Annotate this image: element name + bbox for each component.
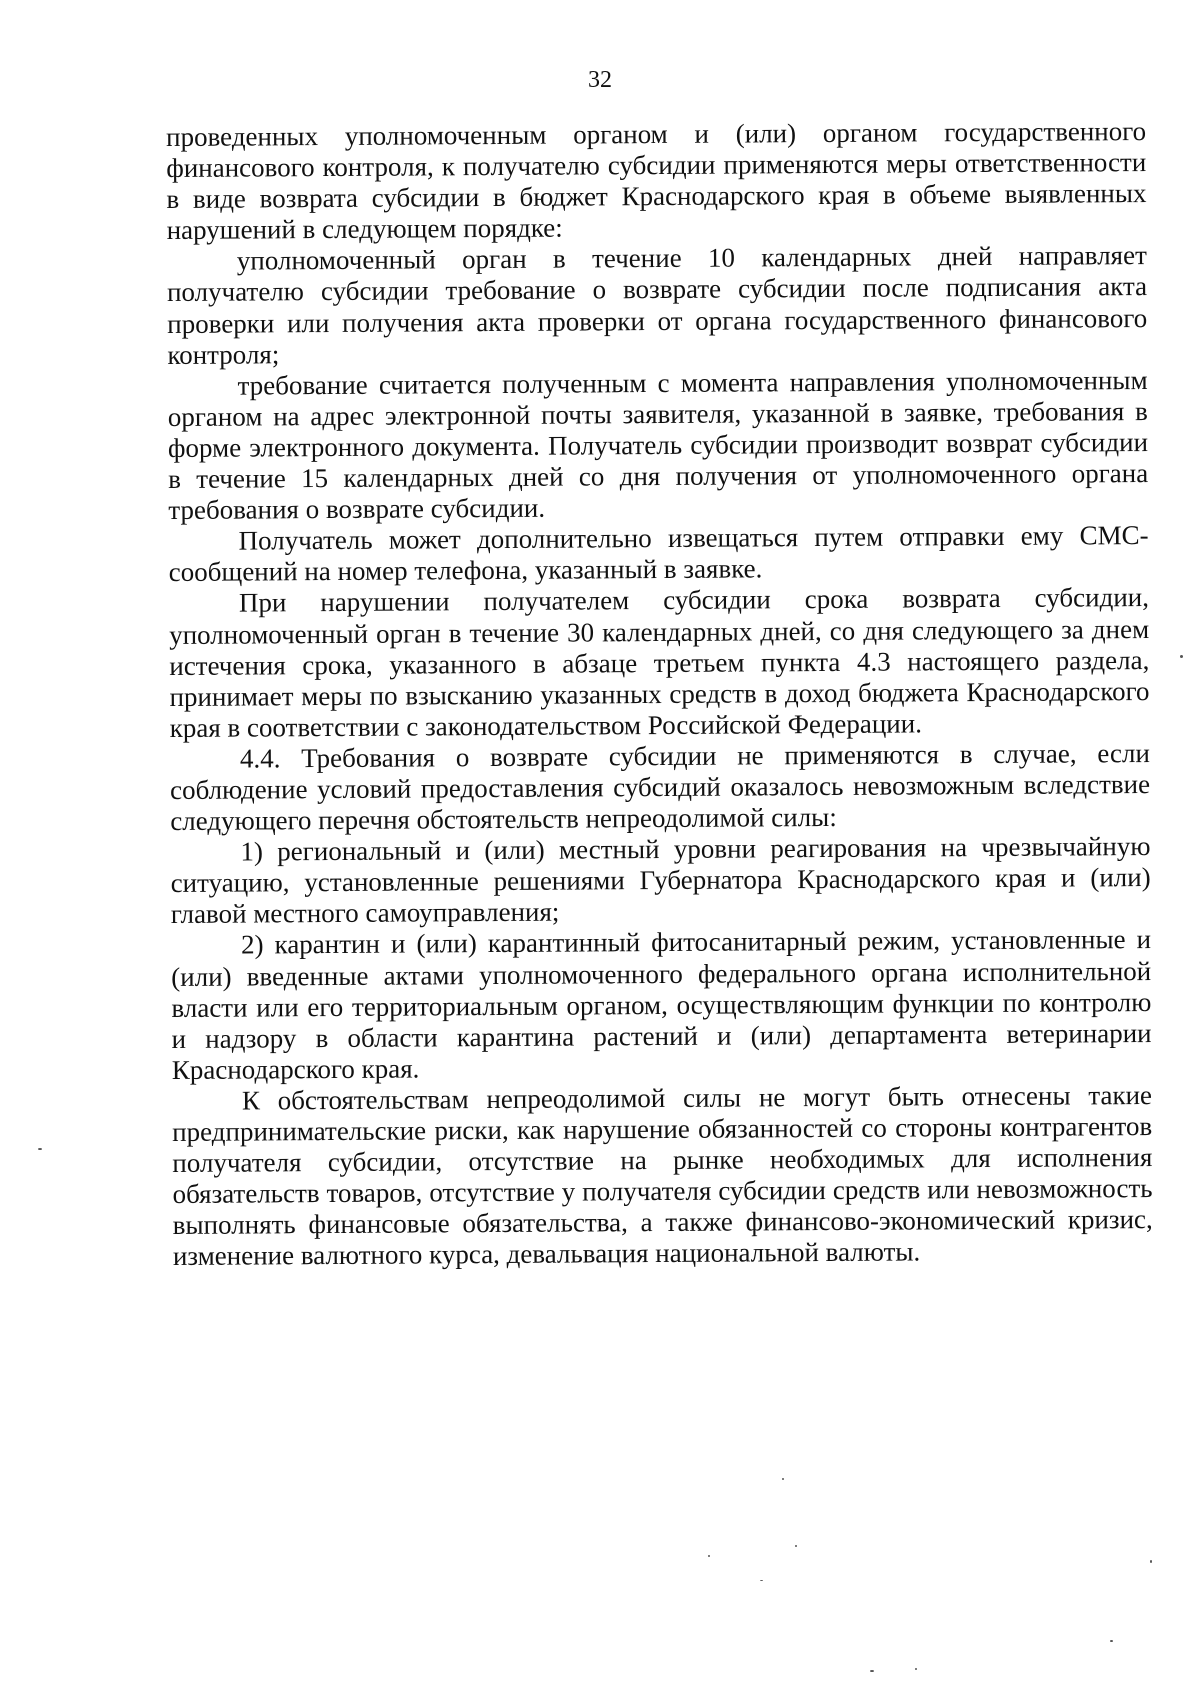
scan-speck	[915, 1668, 917, 1670]
scan-speck	[795, 1545, 797, 1547]
paragraph: При нарушении получателем субсидии срока возврата субсидии, уполномоченный орган в течение 30 календарных дней, со дня следующего за днем истечения срока, указанного в абзаце третьем пункта 4.3 настоящего раздела, принимает меры по взысканию указанных средств в доход бюджета Краснодарского края в соответствии с законодательством Российской Федерации.	[169, 582, 1150, 743]
document-body	[166, 116, 1153, 1272]
scan-speck	[1150, 1560, 1152, 1563]
paragraph: 1) региональный и (или) местный уровни реагирования на чрезвычайную ситуацию, установленные решениями Губернатора Краснодарского края и (или) главой местного самоуправления;	[170, 831, 1151, 930]
scan-speck	[1110, 1640, 1113, 1642]
scan-speck	[870, 1670, 874, 1672]
scan-speck	[708, 1555, 710, 1557]
paragraph: уполномоченный орган в течение 10 календарных дней направляет получателю субсидии требование о возврате субсидии после подписания акта проверки или получения акта проверки от органа государственного финансового контроля;	[166, 240, 1148, 370]
scan-speck	[38, 1148, 42, 1150]
paragraph: Получатель может дополнительно извещаться путем отправки ему СМС-сообщений на номер телефона, указанный в заявке.	[168, 520, 1149, 588]
scan-speck	[782, 1478, 784, 1480]
paragraph: 2) карантин и (или) карантинный фитосанитарный режим, установленные и (или) введенные актами уполномоченного федерального органа исполнительной власти или его территориальным органом, осуществляющим функции по контролю и надзору в области карантина растений и (или) департамента ветеринарии Краснодарского края.	[171, 924, 1152, 1085]
paragraph: проведенных уполномоченным органом и (или) органом государственного финансового контроля, к получателю субсидии применяются меры ответственности в виде возврата субсидии в бюджет Краснодарского края в объеме выявленных нарушений в следующем порядке:	[166, 116, 1147, 246]
paragraph: требование считается полученным с момента направления уполномоченным органом на адрес электронной почты заявителя, указанной в заявке, требования в форме электронного документа. Получатель субсидии производит возврат субсидии в течение 15 календарных дней со дня получения от уполномоченного органа требования о возврате субсидии.	[167, 364, 1149, 526]
paragraph: К обстоятельствам непреодолимой силы не могут быть отнесены такие предпринимательские риски, как нарушение обязанностей со стороны контрагентов получателя субсидии, отсутствие на рынке необходимых для исполнения обязательств товаров, отсутствие у получателя субсидии средств или невозможность выполнять финансовые обязательства, а также финансово-экономический кризис, изменение валютного курса, девальвация национальной валюты.	[172, 1079, 1153, 1272]
page-number: 32	[588, 67, 612, 93]
scan-speck	[1180, 655, 1183, 658]
scan-speck	[760, 1580, 763, 1581]
paragraph: 4.4. Требования о возврате субсидии не применяются в случае, если соблюдение условий предоставления субсидий оказалось невозможным вследствие следующего перечня обстоятельств непреодолимой силы:	[169, 737, 1151, 837]
